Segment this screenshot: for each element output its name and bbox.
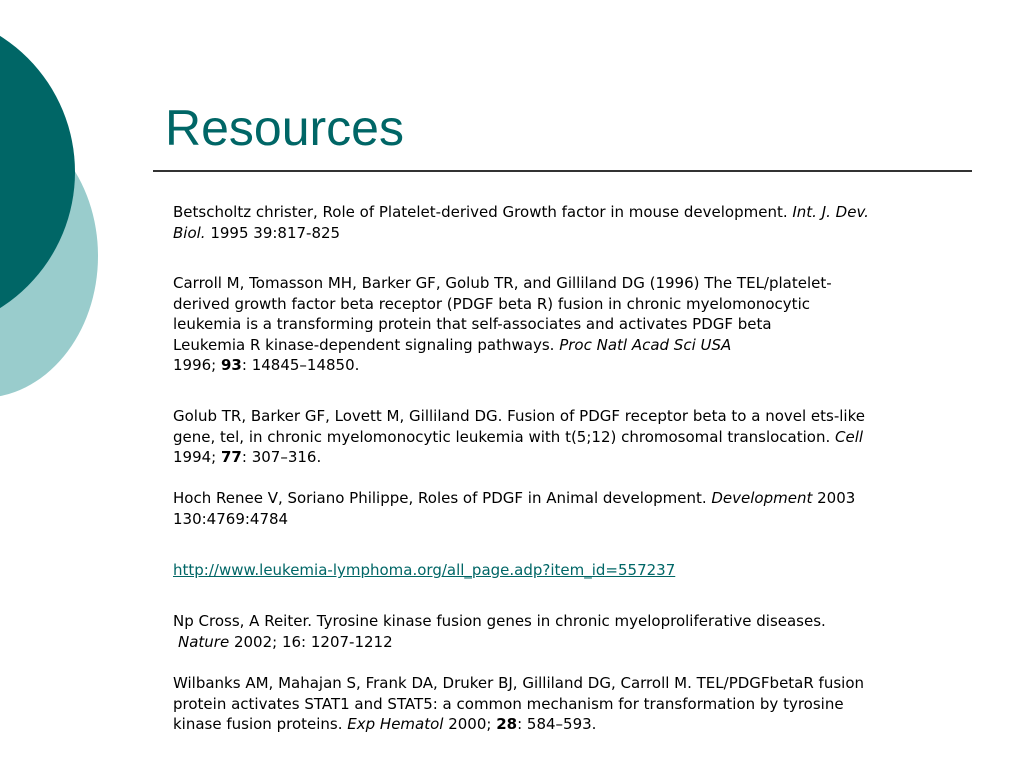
reference-line <box>173 355 988 376</box>
reference-pages: : 307–316. <box>241 448 322 466</box>
reference-text: gene, tel, in chronic myelomonocytic leukemia with t(5;12) chromosomal translocation. <box>173 427 836 446</box>
reference-year: 1994; <box>173 448 221 466</box>
reference-betscholtz <box>173 202 988 243</box>
reference-volume: 77 <box>221 448 242 466</box>
reference-line: Carroll M, Tomasson MH, Barker GF, Golub TR, and Gilliland DG (1996) The TEL/platelet- <box>173 274 832 292</box>
reference-line: Np Cross, A Reiter. Tyrosine kinase fusion genes in chronic myeloproliferative diseases. <box>173 612 826 630</box>
reference-year: 1996; <box>173 356 221 374</box>
reference-line <box>173 714 988 735</box>
journal-name: Proc Natl Acad Sci USA <box>559 335 732 354</box>
journal-name: Biol. <box>173 223 206 242</box>
reference-cross <box>173 611 988 652</box>
reference-text: Betscholtz christer, Role of Platelet-derived Growth factor in mouse development. <box>173 203 793 221</box>
reference-volume: 28 <box>496 715 518 733</box>
reference-line <box>173 447 988 468</box>
reference-text: Leukemia R kinase-dependent signaling pathways. <box>173 335 560 354</box>
reference-line <box>173 335 988 356</box>
reference-line: leukemia is a transforming protein that self-associates and activates PDGF beta <box>173 315 772 333</box>
journal-name: Exp Hematol <box>347 715 444 733</box>
reference-wilbanks <box>173 673 988 735</box>
leukemia-lymphoma-link[interactable]: http://www.leukemia-lymphoma.org/all_page.adp?item_id=557237 <box>173 561 676 579</box>
page-title: Resources <box>165 100 404 156</box>
reference-line <box>173 202 988 223</box>
reference-golub <box>173 406 988 468</box>
journal-name: Development <box>711 489 813 507</box>
reference-carroll <box>173 273 988 376</box>
reference-hoch <box>173 488 988 529</box>
reference-text: 2002; 16: 1207-1212 <box>229 632 393 651</box>
reference-text: 1995 39:817-825 <box>205 223 341 242</box>
reference-volume: 93 <box>221 356 242 374</box>
reference-line <box>173 223 988 244</box>
reference-pages: : 584–593. <box>517 715 597 733</box>
reference-year: 2000; <box>443 715 497 733</box>
journal-name: Nature <box>178 632 230 651</box>
title-divider <box>153 170 972 172</box>
reference-line <box>173 632 988 653</box>
reference-line: derived growth factor beta receptor (PDGF beta R) fusion in chronic myelomonocytic <box>173 294 810 313</box>
reference-text: kinase fusion proteins. <box>173 715 348 733</box>
reference-line: Wilbanks AM, Mahajan S, Frank DA, Druker BJ, Gilliland DG, Carroll M. TEL/PDGFbetaR fusion <box>173 674 865 692</box>
journal-name: Int. J. Dev. <box>792 203 869 221</box>
reference-line <box>173 488 988 509</box>
reference-year: 2003 <box>812 489 856 507</box>
reference-line: Golub TR, Barker GF, Lovett M, Gilliland DG. Fusion of PDGF receptor beta to a novel ets-like <box>173 407 865 425</box>
reference-line: protein activates STAT1 and STAT5: a common mechanism for transformation by tyrosine <box>173 694 844 713</box>
reference-line <box>173 427 988 448</box>
reference-line: 130:4769:4784 <box>173 509 289 528</box>
reference-text: Hoch Renee V, Soriano Philippe, Roles of PDGF in Animal development. <box>173 489 712 507</box>
journal-name: Cell <box>835 427 864 446</box>
reference-link-paragraph <box>173 560 988 581</box>
reference-pages: : 14845–14850. <box>241 356 360 374</box>
